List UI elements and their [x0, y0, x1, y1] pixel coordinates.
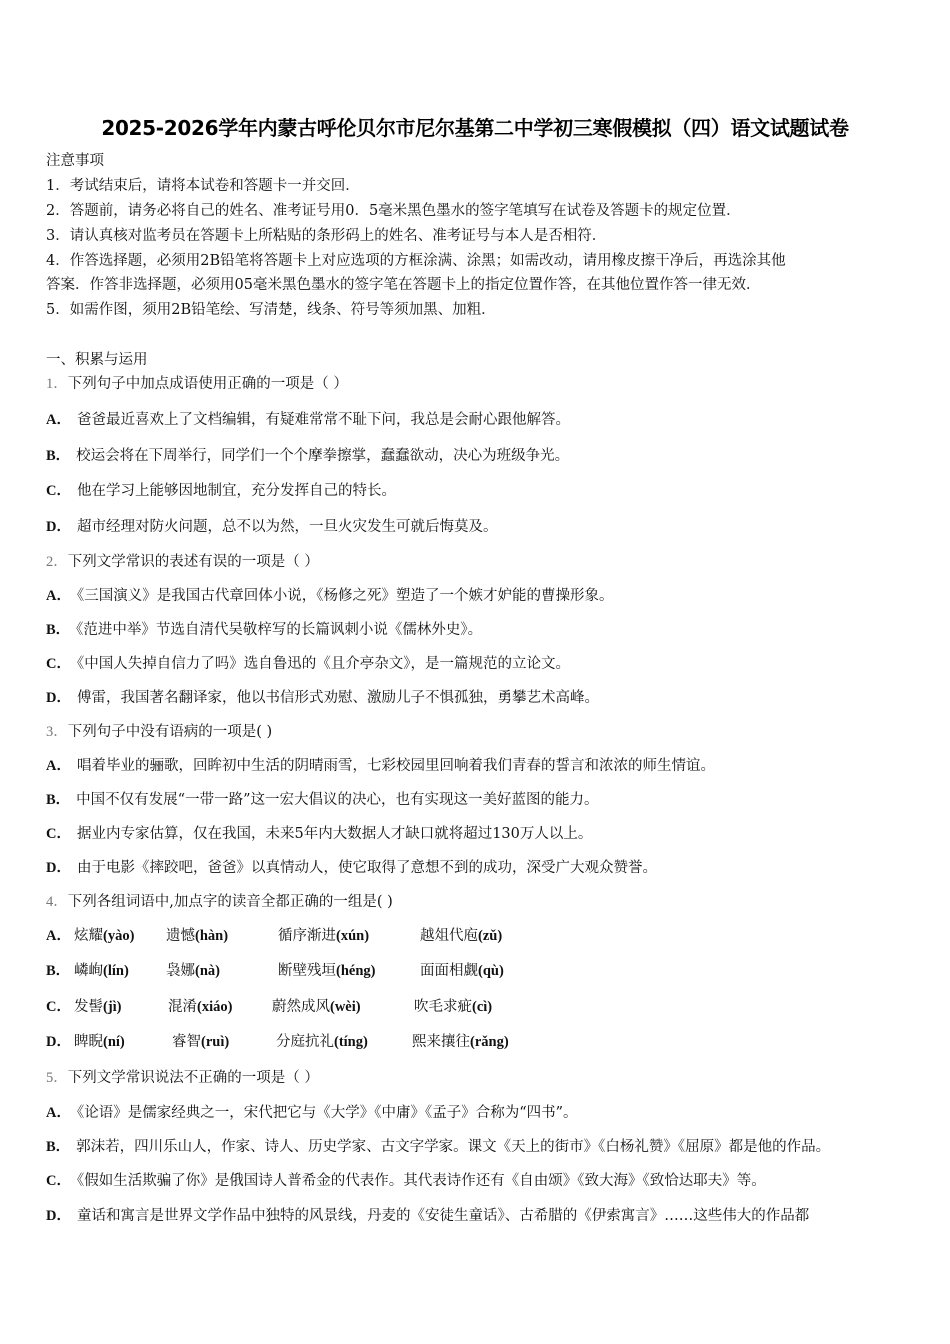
question-number: 3．	[46, 724, 68, 740]
option-letter: C．	[46, 1173, 71, 1189]
word: 袅娜	[166, 963, 195, 979]
question-1-option-a	[46, 410, 570, 430]
question-1-stem	[46, 374, 348, 394]
option-text: 《论语》是儒家经典之一，宋代把它与《大学》《中庸》《孟子》合称为“四书”。	[76, 1105, 578, 1121]
word-pair	[74, 997, 122, 1017]
option-text: 《范进中举》节选自清代吴敬梓写的长篇讽刺小说《儒林外史》。	[76, 622, 483, 638]
pinyin: (ruì)	[201, 1034, 230, 1050]
word: 蔚然成风	[272, 999, 330, 1015]
option-letter: D．	[46, 1208, 71, 1224]
question-3-stem	[46, 722, 272, 742]
option-letter: A．	[46, 928, 71, 944]
option-text: 校运会将在下周举行，同学们一个个摩拳擦掌，蠢蠢欲动，决心为班级争光。	[76, 448, 570, 464]
option-letter: B．	[46, 1139, 71, 1155]
notice-item-2: 2．答题前，请务必将自己的姓名、准考证号用0．5毫米黑色墨水的签字笔填写在试卷及答题卡的规定位置．	[46, 203, 741, 219]
option-text: 由于电影《摔跤吧，爸爸》以真情动人，使它取得了意想不到的成功，深受广大观众赞誉。	[76, 860, 657, 876]
question-3-option-c	[46, 824, 592, 844]
word-pair	[420, 926, 502, 946]
question-4-stem	[46, 892, 393, 912]
word-pair	[278, 926, 369, 946]
word-pair	[272, 997, 361, 1017]
question-number: 2．	[46, 554, 68, 570]
question-2-stem	[46, 552, 319, 572]
pinyin: (qù)	[478, 963, 504, 979]
question-5-option-d	[46, 1206, 809, 1226]
word-pair	[166, 961, 220, 981]
question-number: 1．	[46, 376, 68, 392]
option-letter: C．	[46, 656, 71, 672]
option-letter: B．	[46, 622, 71, 638]
word: 吹毛求疵	[414, 999, 472, 1015]
question-5-option-c	[46, 1171, 766, 1191]
pinyin: (yào)	[103, 928, 135, 944]
question-3-option-b	[46, 790, 599, 810]
question-1-option-d	[46, 517, 497, 537]
word: 越俎代庖	[420, 928, 478, 944]
option-text: 爸爸最近喜欢上了文档编辑，有疑难常常不耻下问，我总是会耐心跟他解答。	[76, 412, 570, 428]
word: 遗憾	[166, 928, 195, 944]
pinyin: (tíng)	[334, 1034, 368, 1050]
option-letter: B．	[46, 448, 71, 464]
option-text: 据业内专家估算，仅在我国，未来5年内大数据人才缺口就将超过130万人以上。	[76, 826, 593, 842]
option-text: 郭沫若，四川乐山人，作家、诗人、历史学家、古文字学家。课文《天上的街市》《白杨礼赞》《屈原》都是他的作品。	[76, 1139, 831, 1155]
question-3-option-a	[46, 756, 715, 776]
option-letter: B．	[46, 963, 71, 979]
option-text: 他在学习上能够因地制宜，充分发挥自己的特长。	[76, 483, 396, 499]
notice-item-4-cont: 答案．作答非选择题，必须用05毫米黑色墨水的签字笔在答题卡上的指定位置作答，在其他位置作答一律无效．	[46, 277, 761, 293]
option-letter: C．	[46, 999, 71, 1015]
option-letter: A．	[46, 588, 71, 604]
pinyin: (xún)	[336, 928, 370, 944]
option-text: 超市经理对防火问题，总不以为然，一旦火灾发生可就后悔莫及。	[76, 519, 498, 535]
option-text: 唱着毕业的骊歌，回眸初中生活的阴晴雨雪，七彩校园里回响着我们青春的誓言和浓浓的师生情谊。	[76, 758, 715, 774]
question-number: 4．	[46, 894, 68, 910]
question-5-option-a	[46, 1103, 578, 1123]
word-pair	[74, 961, 129, 981]
word-pair	[414, 997, 492, 1017]
word-pair	[168, 997, 232, 1017]
word-pair	[166, 926, 228, 946]
word-pair	[420, 961, 504, 981]
pinyin: (wèi)	[330, 999, 361, 1015]
option-letter: A．	[46, 1105, 71, 1121]
question-4-option-a	[46, 926, 503, 946]
word-pair	[412, 1032, 509, 1052]
option-letter: D．	[46, 1034, 71, 1050]
question-1-option-c	[46, 481, 396, 501]
option-letter: C．	[46, 826, 71, 842]
option-letter: D．	[46, 519, 71, 535]
word: 睿智	[172, 1034, 201, 1050]
question-1-option-b	[46, 446, 569, 466]
question-4-option-c	[46, 997, 493, 1017]
question-2-option-b	[46, 620, 482, 640]
question-text: 下列各组词语中,加点字的读音全都正确的一组是( )	[67, 894, 393, 910]
pinyin: (zǔ)	[478, 928, 503, 944]
pinyin: (héng)	[336, 963, 376, 979]
word: 睥睨	[74, 1034, 103, 1050]
page-title: 2025-2026学年内蒙古呼伦贝尔市尼尔基第二中学初三寒假模拟（四）语文试题试卷	[101, 116, 849, 140]
question-4-option-d	[46, 1032, 509, 1052]
question-3-option-d	[46, 858, 657, 878]
word: 循序渐进	[278, 928, 336, 944]
word: 发髻	[74, 999, 103, 1015]
question-2-option-d	[46, 688, 599, 708]
question-text: 下列文学常识说法不正确的一项是（ ）	[67, 1070, 319, 1086]
question-5-stem	[46, 1068, 319, 1088]
option-letter: A．	[46, 412, 71, 428]
question-4-option-b	[46, 961, 504, 981]
option-text: 童话和寓言是世界文学作品中独特的风景线，丹麦的《安徒生童话》、古希腊的《伊索寓言》……这些伟大的作品都	[76, 1208, 810, 1224]
pinyin: (hàn)	[195, 928, 229, 944]
option-letter: A．	[46, 758, 71, 774]
word: 熙来攘往	[412, 1034, 470, 1050]
option-text: 《中国人失掉自信力了吗》选自鲁迅的《且介亭杂文》，是一篇规范的立论文。	[76, 656, 570, 672]
question-5-option-b	[46, 1137, 830, 1157]
option-text: 《假如生活欺骗了你》是俄国诗人普希金的代表作。其代表诗作还有《自由颂》《致大海》《致恰达耶夫》等。	[76, 1173, 766, 1189]
notice-heading: 注意事项	[46, 153, 104, 169]
word: 断壁残垣	[278, 963, 336, 979]
word-pair	[172, 1032, 229, 1052]
word: 分庭抗礼	[276, 1034, 334, 1050]
word-pair	[74, 926, 134, 946]
notice-item-4: 4．作答选择题，必须用2B铅笔将答题卡上对应选项的方框涂满、涂黑；如需改动，请用橡皮擦干净后，再选涂其他	[46, 253, 786, 269]
question-text: 下列文学常识的表述有误的一项是（ ）	[67, 554, 319, 570]
question-text: 下列句子中加点成语使用正确的一项是（ ）	[67, 376, 348, 392]
question-text: 下列句子中没有语病的一项是( )	[67, 724, 273, 740]
pinyin: (jì)	[103, 999, 122, 1015]
question-2-option-c	[46, 654, 570, 674]
notice-item-3: 3．请认真核对监考员在答题卡上所粘贴的条形码上的姓名、准考证号与本人是否相符．	[46, 228, 607, 244]
option-text: 《三国演义》是我国古代章回体小说，《杨修之死》塑造了一个嫉才妒能的曹操形象。	[76, 588, 614, 604]
word: 混淆	[168, 999, 197, 1015]
option-letter: D．	[46, 860, 71, 876]
pinyin: (lín)	[103, 963, 129, 979]
word: 嶙峋	[74, 963, 103, 979]
question-number: 5．	[46, 1070, 68, 1086]
pinyin: (cì)	[472, 999, 493, 1015]
option-text: 傅雷，我国著名翻译家，他以书信形式劝慰、激励儿子不惧孤独，勇攀艺术高峰。	[76, 690, 599, 706]
question-2-option-a	[46, 586, 613, 606]
option-letter: B．	[46, 792, 71, 808]
notice-item-5: 5．如需作图，须用2B铅笔绘、写清楚，线条、符号等须加黑、加粗．	[46, 302, 496, 318]
pinyin: (rǎng)	[470, 1034, 509, 1050]
option-letter: D．	[46, 690, 71, 706]
word-pair	[276, 1032, 368, 1052]
option-text: 中国不仅有发展“一带一路”这一宏大倡议的决心，也有实现这一美好蓝图的能力。	[76, 792, 599, 808]
pinyin: (nà)	[195, 963, 220, 979]
pinyin: (xiáo)	[197, 999, 233, 1015]
notice-item-1: 1．考试结束后，请将本试卷和答题卡一并交回．	[46, 178, 360, 194]
word: 面面相觑	[420, 963, 478, 979]
option-letter: C．	[46, 483, 71, 499]
section-heading: 一、积累与运用	[46, 352, 148, 368]
word-pair	[74, 1032, 125, 1052]
word-pair	[278, 961, 375, 981]
pinyin: (ní)	[103, 1034, 125, 1050]
word: 炫耀	[74, 928, 103, 944]
